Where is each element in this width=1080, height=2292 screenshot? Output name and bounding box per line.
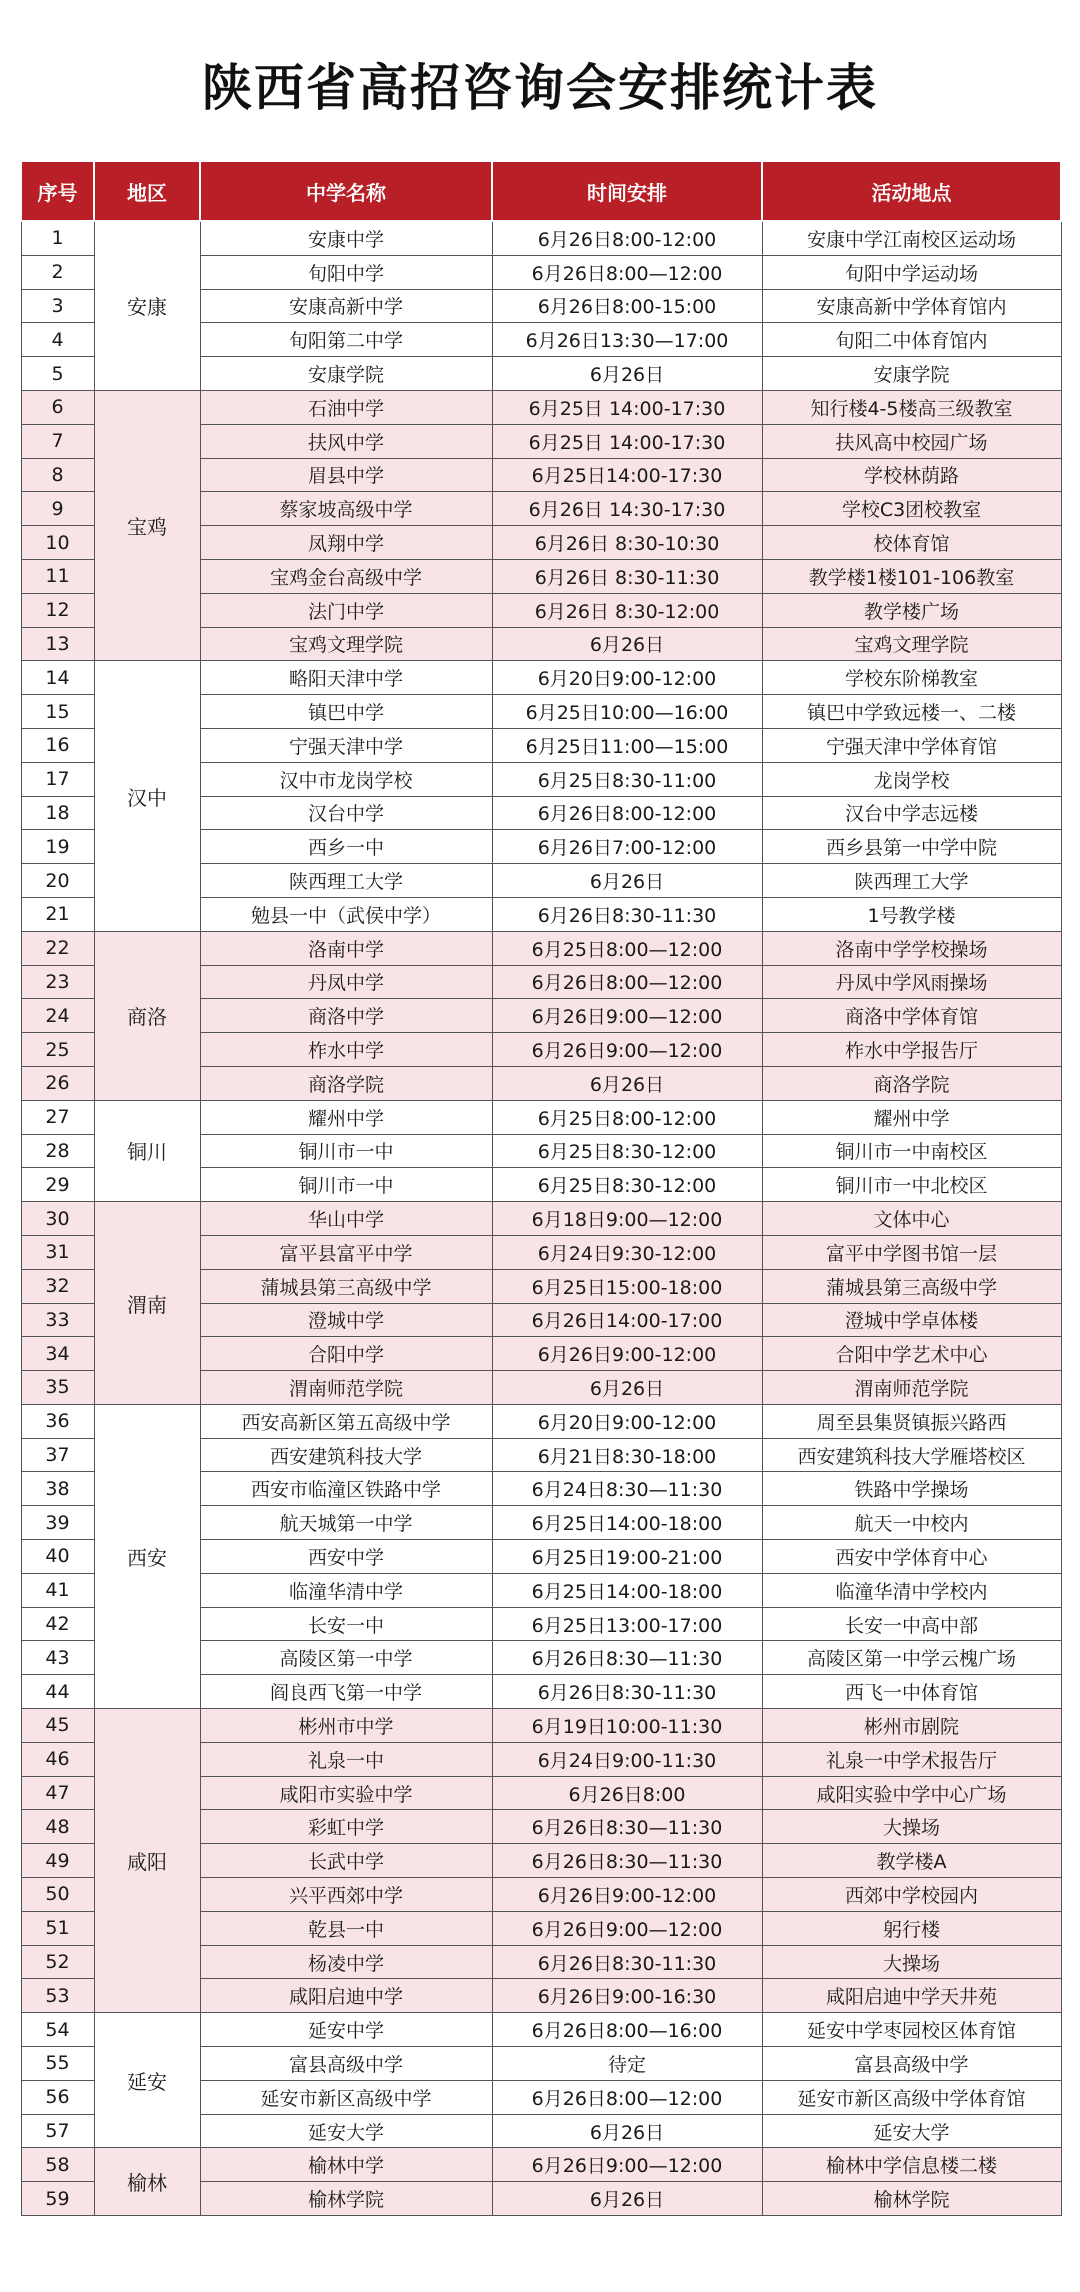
time-slot: 6月26日8:00—12:00 xyxy=(492,255,762,289)
header-row xyxy=(21,161,1061,221)
row-index: 21 xyxy=(21,897,94,931)
time-slot: 6月26日9:00-12:00 xyxy=(492,1337,762,1371)
school-name: 咸阳启迪中学 xyxy=(200,1979,492,2013)
time-slot: 6月26日 xyxy=(492,1371,762,1405)
page-title: 陕西省高招咨询会安排统计表 xyxy=(202,59,878,117)
table-row xyxy=(21,2148,1061,2182)
venue: 安康中学江南校区运动场 xyxy=(762,221,1061,255)
venue: 临潼华清中学校内 xyxy=(762,1573,1061,1607)
region-cell: 汉中 xyxy=(94,661,200,931)
school-name: 商洛中学 xyxy=(200,999,492,1033)
time-slot: 6月26日8:30—11:30 xyxy=(492,1810,762,1844)
time-slot: 6月25日 14:00-17:30 xyxy=(492,424,762,458)
time-slot: 6月26日8:30-11:30 xyxy=(492,1945,762,1979)
venue: 旬阳二中体育馆内 xyxy=(762,323,1061,357)
region-cell: 延安 xyxy=(94,2013,200,2148)
school-name: 延安市新区高级中学 xyxy=(200,2080,492,2114)
row-index: 36 xyxy=(21,1404,94,1438)
venue: 教学楼广场 xyxy=(762,593,1061,627)
row-index: 57 xyxy=(21,2114,94,2148)
time-slot: 6月26日9:00—12:00 xyxy=(492,1033,762,1067)
time-slot: 6月26日 xyxy=(492,864,762,898)
row-index: 34 xyxy=(21,1337,94,1371)
venue: 知行楼4-5楼高三级教室 xyxy=(762,390,1061,424)
school-name: 镇巴中学 xyxy=(200,695,492,729)
venue: 周至县集贤镇振兴路西 xyxy=(762,1404,1061,1438)
school-name: 宝鸡文理学院 xyxy=(200,627,492,661)
venue: 柞水中学报告厅 xyxy=(762,1033,1061,1067)
time-slot: 6月25日13:00-17:00 xyxy=(492,1607,762,1641)
row-index: 10 xyxy=(21,526,94,560)
venue: 宝鸡文理学院 xyxy=(762,627,1061,661)
school-name: 西安高新区第五高级中学 xyxy=(200,1404,492,1438)
time-slot: 6月26日 8:30-10:30 xyxy=(492,526,762,560)
row-index: 22 xyxy=(21,931,94,965)
table-row xyxy=(21,1709,1061,1743)
time-slot: 6月25日 14:00-17:30 xyxy=(492,390,762,424)
row-index: 46 xyxy=(21,1742,94,1776)
table-row xyxy=(21,221,1061,255)
row-index: 11 xyxy=(21,559,94,593)
venue: 学校林荫路 xyxy=(762,458,1061,492)
school-name: 法门中学 xyxy=(200,593,492,627)
row-index: 27 xyxy=(21,1100,94,1134)
header-region: 地区 xyxy=(94,161,200,221)
row-index: 24 xyxy=(21,999,94,1033)
school-name: 扶风中学 xyxy=(200,424,492,458)
row-index: 20 xyxy=(21,864,94,898)
venue: 榆林中学信息楼二楼 xyxy=(762,2148,1061,2182)
venue: 旬阳中学运动场 xyxy=(762,255,1061,289)
school-name: 延安中学 xyxy=(200,2013,492,2047)
row-index: 16 xyxy=(21,728,94,762)
school-name: 洛南中学 xyxy=(200,931,492,965)
school-name: 华山中学 xyxy=(200,1202,492,1236)
time-slot: 6月26日 xyxy=(492,1066,762,1100)
region-cell: 咸阳 xyxy=(94,1709,200,2013)
venue: 蒲城县第三高级中学 xyxy=(762,1269,1061,1303)
row-index: 17 xyxy=(21,762,94,796)
row-index: 35 xyxy=(21,1371,94,1405)
venue: 安康高新中学体育馆内 xyxy=(762,289,1061,323)
row-index: 19 xyxy=(21,830,94,864)
venue: 汉台中学志远楼 xyxy=(762,796,1061,830)
school-name: 安康中学 xyxy=(200,221,492,255)
region-cell: 商洛 xyxy=(94,931,200,1100)
time-slot: 6月26日 8:30-11:30 xyxy=(492,559,762,593)
school-name: 富县高级中学 xyxy=(200,2047,492,2081)
school-name: 商洛学院 xyxy=(200,1066,492,1100)
venue: 西安建筑科技大学雁塔校区 xyxy=(762,1438,1061,1472)
row-index: 47 xyxy=(21,1776,94,1810)
school-name: 渭南师范学院 xyxy=(200,1371,492,1405)
row-index: 53 xyxy=(21,1979,94,2013)
school-name: 西安中学 xyxy=(200,1540,492,1574)
school-name: 榆林学院 xyxy=(200,2182,492,2216)
header-time: 时间安排 xyxy=(492,161,762,221)
time-slot: 6月26日8:00 xyxy=(492,1776,762,1810)
school-name: 咸阳市实验中学 xyxy=(200,1776,492,1810)
row-index: 12 xyxy=(21,593,94,627)
row-index: 33 xyxy=(21,1303,94,1337)
region-cell: 铜川 xyxy=(94,1100,200,1201)
venue: 大操场 xyxy=(762,1945,1061,1979)
row-index: 44 xyxy=(21,1675,94,1709)
venue: 铁路中学操场 xyxy=(762,1472,1061,1506)
venue: 商洛中学体育馆 xyxy=(762,999,1061,1033)
header-location: 活动地点 xyxy=(762,161,1061,221)
school-name: 榆林中学 xyxy=(200,2148,492,2182)
row-index: 13 xyxy=(21,627,94,661)
venue: 教学楼A xyxy=(762,1844,1061,1878)
time-slot: 6月26日 xyxy=(492,2182,762,2216)
row-index: 56 xyxy=(21,2080,94,2114)
venue: 咸阳启迪中学天井苑 xyxy=(762,1979,1061,2013)
time-slot: 6月26日 14:30-17:30 xyxy=(492,492,762,526)
row-index: 3 xyxy=(21,289,94,323)
school-name: 澄城中学 xyxy=(200,1303,492,1337)
time-slot: 6月25日14:00-18:00 xyxy=(492,1573,762,1607)
venue: 学校东阶梯教室 xyxy=(762,661,1061,695)
table-row xyxy=(21,661,1061,695)
school-name: 略阳天津中学 xyxy=(200,661,492,695)
row-index: 55 xyxy=(21,2047,94,2081)
time-slot: 6月24日9:00-11:30 xyxy=(492,1742,762,1776)
school-name: 凤翔中学 xyxy=(200,526,492,560)
venue: 1号教学楼 xyxy=(762,897,1061,931)
row-index: 8 xyxy=(21,458,94,492)
time-slot: 6月26日8:30-11:30 xyxy=(492,1675,762,1709)
time-slot: 6月26日14:00-17:00 xyxy=(492,1303,762,1337)
venue: 彬州市剧院 xyxy=(762,1709,1061,1743)
row-index: 5 xyxy=(21,357,94,391)
school-name: 高陵区第一中学 xyxy=(200,1641,492,1675)
header-school: 中学名称 xyxy=(200,161,492,221)
time-slot: 6月25日8:00-12:00 xyxy=(492,1100,762,1134)
time-slot: 6月18日9:00—12:00 xyxy=(492,1202,762,1236)
school-name: 旬阳第二中学 xyxy=(200,323,492,357)
venue: 咸阳实验中学中心广场 xyxy=(762,1776,1061,1810)
time-slot: 6月26日9:00-12:00 xyxy=(492,1878,762,1912)
row-index: 52 xyxy=(21,1945,94,1979)
school-name: 长武中学 xyxy=(200,1844,492,1878)
venue: 大操场 xyxy=(762,1810,1061,1844)
row-index: 39 xyxy=(21,1506,94,1540)
venue: 安康学院 xyxy=(762,357,1061,391)
venue: 西飞一中体育馆 xyxy=(762,1675,1061,1709)
venue: 渭南师范学院 xyxy=(762,1371,1061,1405)
venue: 富县高级中学 xyxy=(762,2047,1061,2081)
time-slot: 6月25日8:30-11:00 xyxy=(492,762,762,796)
time-slot: 待定 xyxy=(492,2047,762,2081)
school-name: 乾县一中 xyxy=(200,1911,492,1945)
venue: 高陵区第一中学云槐广场 xyxy=(762,1641,1061,1675)
school-name: 富平县富平中学 xyxy=(200,1235,492,1269)
region-cell: 安康 xyxy=(94,221,200,390)
row-index: 26 xyxy=(21,1066,94,1100)
row-index: 59 xyxy=(21,2182,94,2216)
school-name: 蔡家坡高级中学 xyxy=(200,492,492,526)
school-name: 丹凤中学 xyxy=(200,965,492,999)
school-name: 陕西理工大学 xyxy=(200,864,492,898)
row-index: 45 xyxy=(21,1709,94,1743)
schedule-table xyxy=(20,160,1062,2216)
time-slot: 6月25日8:30-12:00 xyxy=(492,1168,762,1202)
time-slot: 6月26日 8:30-12:00 xyxy=(492,593,762,627)
table-body xyxy=(21,221,1061,2216)
row-index: 38 xyxy=(21,1472,94,1506)
venue: 陕西理工大学 xyxy=(762,864,1061,898)
time-slot: 6月26日13:30—17:00 xyxy=(492,323,762,357)
header-index: 序号 xyxy=(21,161,94,221)
school-name: 礼泉一中 xyxy=(200,1742,492,1776)
time-slot: 6月25日11:00—15:00 xyxy=(492,728,762,762)
venue: 延安中学枣园校区体育馆 xyxy=(762,2013,1061,2047)
school-name: 长安一中 xyxy=(200,1607,492,1641)
time-slot: 6月26日7:00-12:00 xyxy=(492,830,762,864)
school-name: 西乡一中 xyxy=(200,830,492,864)
venue: 合阳中学艺术中心 xyxy=(762,1337,1061,1371)
time-slot: 6月26日 xyxy=(492,357,762,391)
row-index: 37 xyxy=(21,1438,94,1472)
row-index: 31 xyxy=(21,1235,94,1269)
row-index: 2 xyxy=(21,255,94,289)
school-name: 勉县一中（武侯中学） xyxy=(200,897,492,931)
row-index: 6 xyxy=(21,390,94,424)
school-name: 航天城第一中学 xyxy=(200,1506,492,1540)
time-slot: 6月20日9:00-12:00 xyxy=(492,661,762,695)
row-index: 49 xyxy=(21,1844,94,1878)
time-slot: 6月19日10:00-11:30 xyxy=(492,1709,762,1743)
row-index: 40 xyxy=(21,1540,94,1574)
venue: 榆林学院 xyxy=(762,2182,1061,2216)
venue: 航天一中校内 xyxy=(762,1506,1061,1540)
venue: 教学楼1楼101-106教室 xyxy=(762,559,1061,593)
time-slot: 6月25日8:00—12:00 xyxy=(492,931,762,965)
table-row xyxy=(21,390,1061,424)
venue: 龙岗学校 xyxy=(762,762,1061,796)
school-name: 铜川市一中 xyxy=(200,1168,492,1202)
time-slot: 6月20日9:00-12:00 xyxy=(492,1404,762,1438)
time-slot: 6月25日14:00-18:00 xyxy=(492,1506,762,1540)
venue: 躬行楼 xyxy=(762,1911,1061,1945)
row-index: 23 xyxy=(21,965,94,999)
region-cell: 榆林 xyxy=(94,2148,200,2216)
row-index: 7 xyxy=(21,424,94,458)
row-index: 51 xyxy=(21,1911,94,1945)
venue: 扶风高中校园广场 xyxy=(762,424,1061,458)
venue: 富平中学图书馆一层 xyxy=(762,1235,1061,1269)
time-slot: 6月26日9:00-16:30 xyxy=(492,1979,762,2013)
time-slot: 6月26日8:00-12:00 xyxy=(492,796,762,830)
school-name: 临潼华清中学 xyxy=(200,1573,492,1607)
school-name: 旬阳中学 xyxy=(200,255,492,289)
venue: 西郊中学校园内 xyxy=(762,1878,1061,1912)
venue: 镇巴中学致远楼一、二楼 xyxy=(762,695,1061,729)
row-index: 1 xyxy=(21,221,94,255)
time-slot: 6月26日 xyxy=(492,627,762,661)
time-slot: 6月25日10:00—16:00 xyxy=(492,695,762,729)
time-slot: 6月24日9:30-12:00 xyxy=(492,1235,762,1269)
table-row xyxy=(21,1100,1061,1134)
row-index: 42 xyxy=(21,1607,94,1641)
row-index: 50 xyxy=(21,1878,94,1912)
row-index: 43 xyxy=(21,1641,94,1675)
time-slot: 6月26日8:00—12:00 xyxy=(492,965,762,999)
school-name: 铜川市一中 xyxy=(200,1134,492,1168)
table-row xyxy=(21,931,1061,965)
venue: 宁强天津中学体育馆 xyxy=(762,728,1061,762)
venue: 学校C3团校教室 xyxy=(762,492,1061,526)
time-slot: 6月26日8:30—11:30 xyxy=(492,1641,762,1675)
time-slot: 6月24日8:30—11:30 xyxy=(492,1472,762,1506)
time-slot: 6月25日19:00-21:00 xyxy=(492,1540,762,1574)
venue: 礼泉一中学术报告厅 xyxy=(762,1742,1061,1776)
school-name: 汉中市龙岗学校 xyxy=(200,762,492,796)
row-index: 30 xyxy=(21,1202,94,1236)
row-index: 4 xyxy=(21,323,94,357)
school-name: 杨凌中学 xyxy=(200,1945,492,1979)
venue: 洛南中学学校操场 xyxy=(762,931,1061,965)
school-name: 耀州中学 xyxy=(200,1100,492,1134)
school-name: 彬州市中学 xyxy=(200,1709,492,1743)
row-index: 32 xyxy=(21,1269,94,1303)
time-slot: 6月25日14:00-17:30 xyxy=(492,458,762,492)
table-row xyxy=(21,1404,1061,1438)
venue: 校体育馆 xyxy=(762,526,1061,560)
row-index: 25 xyxy=(21,1033,94,1067)
venue: 西安中学体育中心 xyxy=(762,1540,1061,1574)
venue: 延安大学 xyxy=(762,2114,1061,2148)
time-slot: 6月26日9:00—12:00 xyxy=(492,1911,762,1945)
school-name: 柞水中学 xyxy=(200,1033,492,1067)
venue: 丹凤中学风雨操场 xyxy=(762,965,1061,999)
time-slot: 6月26日8:30—11:30 xyxy=(492,1844,762,1878)
venue: 长安一中高中部 xyxy=(762,1607,1061,1641)
row-index: 54 xyxy=(21,2013,94,2047)
school-name: 宝鸡金台高级中学 xyxy=(200,559,492,593)
venue: 文体中心 xyxy=(762,1202,1061,1236)
row-index: 18 xyxy=(21,796,94,830)
table-row xyxy=(21,2013,1061,2047)
row-index: 9 xyxy=(21,492,94,526)
time-slot: 6月26日9:00—12:00 xyxy=(492,2148,762,2182)
venue: 延安市新区高级中学体育馆 xyxy=(762,2080,1061,2114)
school-name: 石油中学 xyxy=(200,390,492,424)
venue: 西乡县第一中学中院 xyxy=(762,830,1061,864)
school-name: 西安建筑科技大学 xyxy=(200,1438,492,1472)
time-slot: 6月26日 xyxy=(492,2114,762,2148)
row-index: 48 xyxy=(21,1810,94,1844)
venue: 耀州中学 xyxy=(762,1100,1061,1134)
time-slot: 6月26日8:00-12:00 xyxy=(492,221,762,255)
school-name: 蒲城县第三高级中学 xyxy=(200,1269,492,1303)
school-name: 阎良西飞第一中学 xyxy=(200,1675,492,1709)
row-index: 41 xyxy=(21,1573,94,1607)
time-slot: 6月25日8:30-12:00 xyxy=(492,1134,762,1168)
row-index: 14 xyxy=(21,661,94,695)
school-name: 安康高新中学 xyxy=(200,289,492,323)
time-slot: 6月26日8:00—16:00 xyxy=(492,2013,762,2047)
row-index: 15 xyxy=(21,695,94,729)
table-row xyxy=(21,1202,1061,1236)
school-name: 宁强天津中学 xyxy=(200,728,492,762)
row-index: 29 xyxy=(21,1168,94,1202)
school-name: 兴平西郊中学 xyxy=(200,1878,492,1912)
time-slot: 6月26日8:00-15:00 xyxy=(492,289,762,323)
venue: 铜川市一中南校区 xyxy=(762,1134,1061,1168)
time-slot: 6月21日8:30-18:00 xyxy=(492,1438,762,1472)
school-name: 汉台中学 xyxy=(200,796,492,830)
venue: 澄城中学卓体楼 xyxy=(762,1303,1061,1337)
school-name: 西安市临潼区铁路中学 xyxy=(200,1472,492,1506)
venue: 铜川市一中北校区 xyxy=(762,1168,1061,1202)
venue: 商洛学院 xyxy=(762,1066,1061,1100)
school-name: 延安大学 xyxy=(200,2114,492,2148)
school-name: 安康学院 xyxy=(200,357,492,391)
row-index: 28 xyxy=(21,1134,94,1168)
region-cell: 西安 xyxy=(94,1404,200,1708)
row-index: 58 xyxy=(21,2148,94,2182)
time-slot: 6月26日8:00—12:00 xyxy=(492,2080,762,2114)
region-cell: 渭南 xyxy=(94,1202,200,1405)
school-name: 彩虹中学 xyxy=(200,1810,492,1844)
time-slot: 6月25日15:00-18:00 xyxy=(492,1269,762,1303)
time-slot: 6月26日9:00—12:00 xyxy=(492,999,762,1033)
time-slot: 6月26日8:30-11:30 xyxy=(492,897,762,931)
school-name: 合阳中学 xyxy=(200,1337,492,1371)
school-name: 眉县中学 xyxy=(200,458,492,492)
region-cell: 宝鸡 xyxy=(94,390,200,660)
